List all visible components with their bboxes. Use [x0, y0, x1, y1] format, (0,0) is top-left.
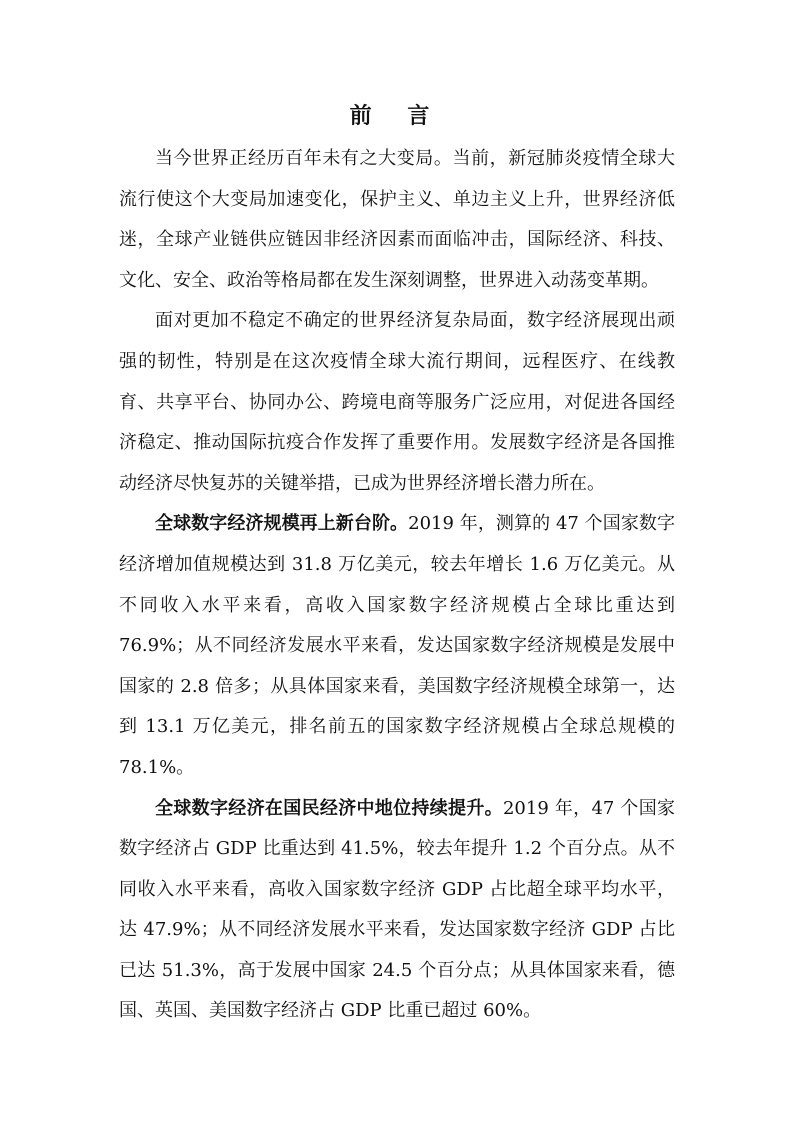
paragraph-2: [119, 301, 675, 504]
paragraph-4: [119, 789, 675, 1033]
paragraph-text: 2019 年，测算的 47 个国家数字经济增加值规模达到 31.8 万亿美元，较去年增长 1.6 万亿美元。从不同收入水平来看，高收入国家数字经济规模占全球比重达到 76.9%；从不同经济发展水平来看，发达国家数字经济规模是发展中国家的 2.8 倍多；从具体国家来看，美国数字经济规模全球第一，达到 13.1 万亿美元，排名前五的国家数字经济规模占全球总规模的 78.1%。: [119, 513, 675, 778]
paragraph-text: 面对更加不稳定不确定的世界经济复杂局面，数字经济展现出顽强的韧性，特别是在这次疫情全球大流行期间，远程医疗、在线教育、共享平台、协同办公、跨境电商等服务广泛应用，对促进各国经济稳定、推动国际抗疫合作发挥了重要作用。发展数字经济是各国推动经济尽快复苏的关键举措，已成为世界经济增长潜力所在。: [119, 310, 675, 494]
paragraph-lead: 全球数字经济规模再上新台阶。: [155, 513, 409, 535]
paragraph-text: 2019 年，47 个国家数字经济占 GDP 比重达到 41.5%，较去年提升 1.2 个百分点。从不同收入水平来看，高收入国家数字经济 GDP 占比超全球平均水平，达 47.9%；从不同经济发展水平来看，发达国家数字经济 GDP 占比已达 51.3%，高于发展中国家 24.5 个百分点；从具体国家来看，德国、英国、美国数字经济占 GDP 比重已超过 60%。: [119, 797, 676, 1022]
paragraph-text: 当今世界正经历百年未有之大变局。当前，新冠肺炎疫情全球大流行使这个大变局加速变化，保护主义、单边主义上升，世界经济低迷，全球产业链供应链因非经济因素而面临冲击，国际经济、科技、文化、安全、政治等格局都在发生深刻调整，世界进入动荡变革期。: [119, 148, 675, 291]
paragraph-3: [119, 504, 675, 788]
page-title: 前 言: [349, 104, 444, 129]
paragraph-1: [119, 139, 675, 301]
paragraph-lead: 全球数字经济在国民经济中地位持续提升。: [155, 797, 503, 819]
document-body: [119, 139, 675, 1032]
